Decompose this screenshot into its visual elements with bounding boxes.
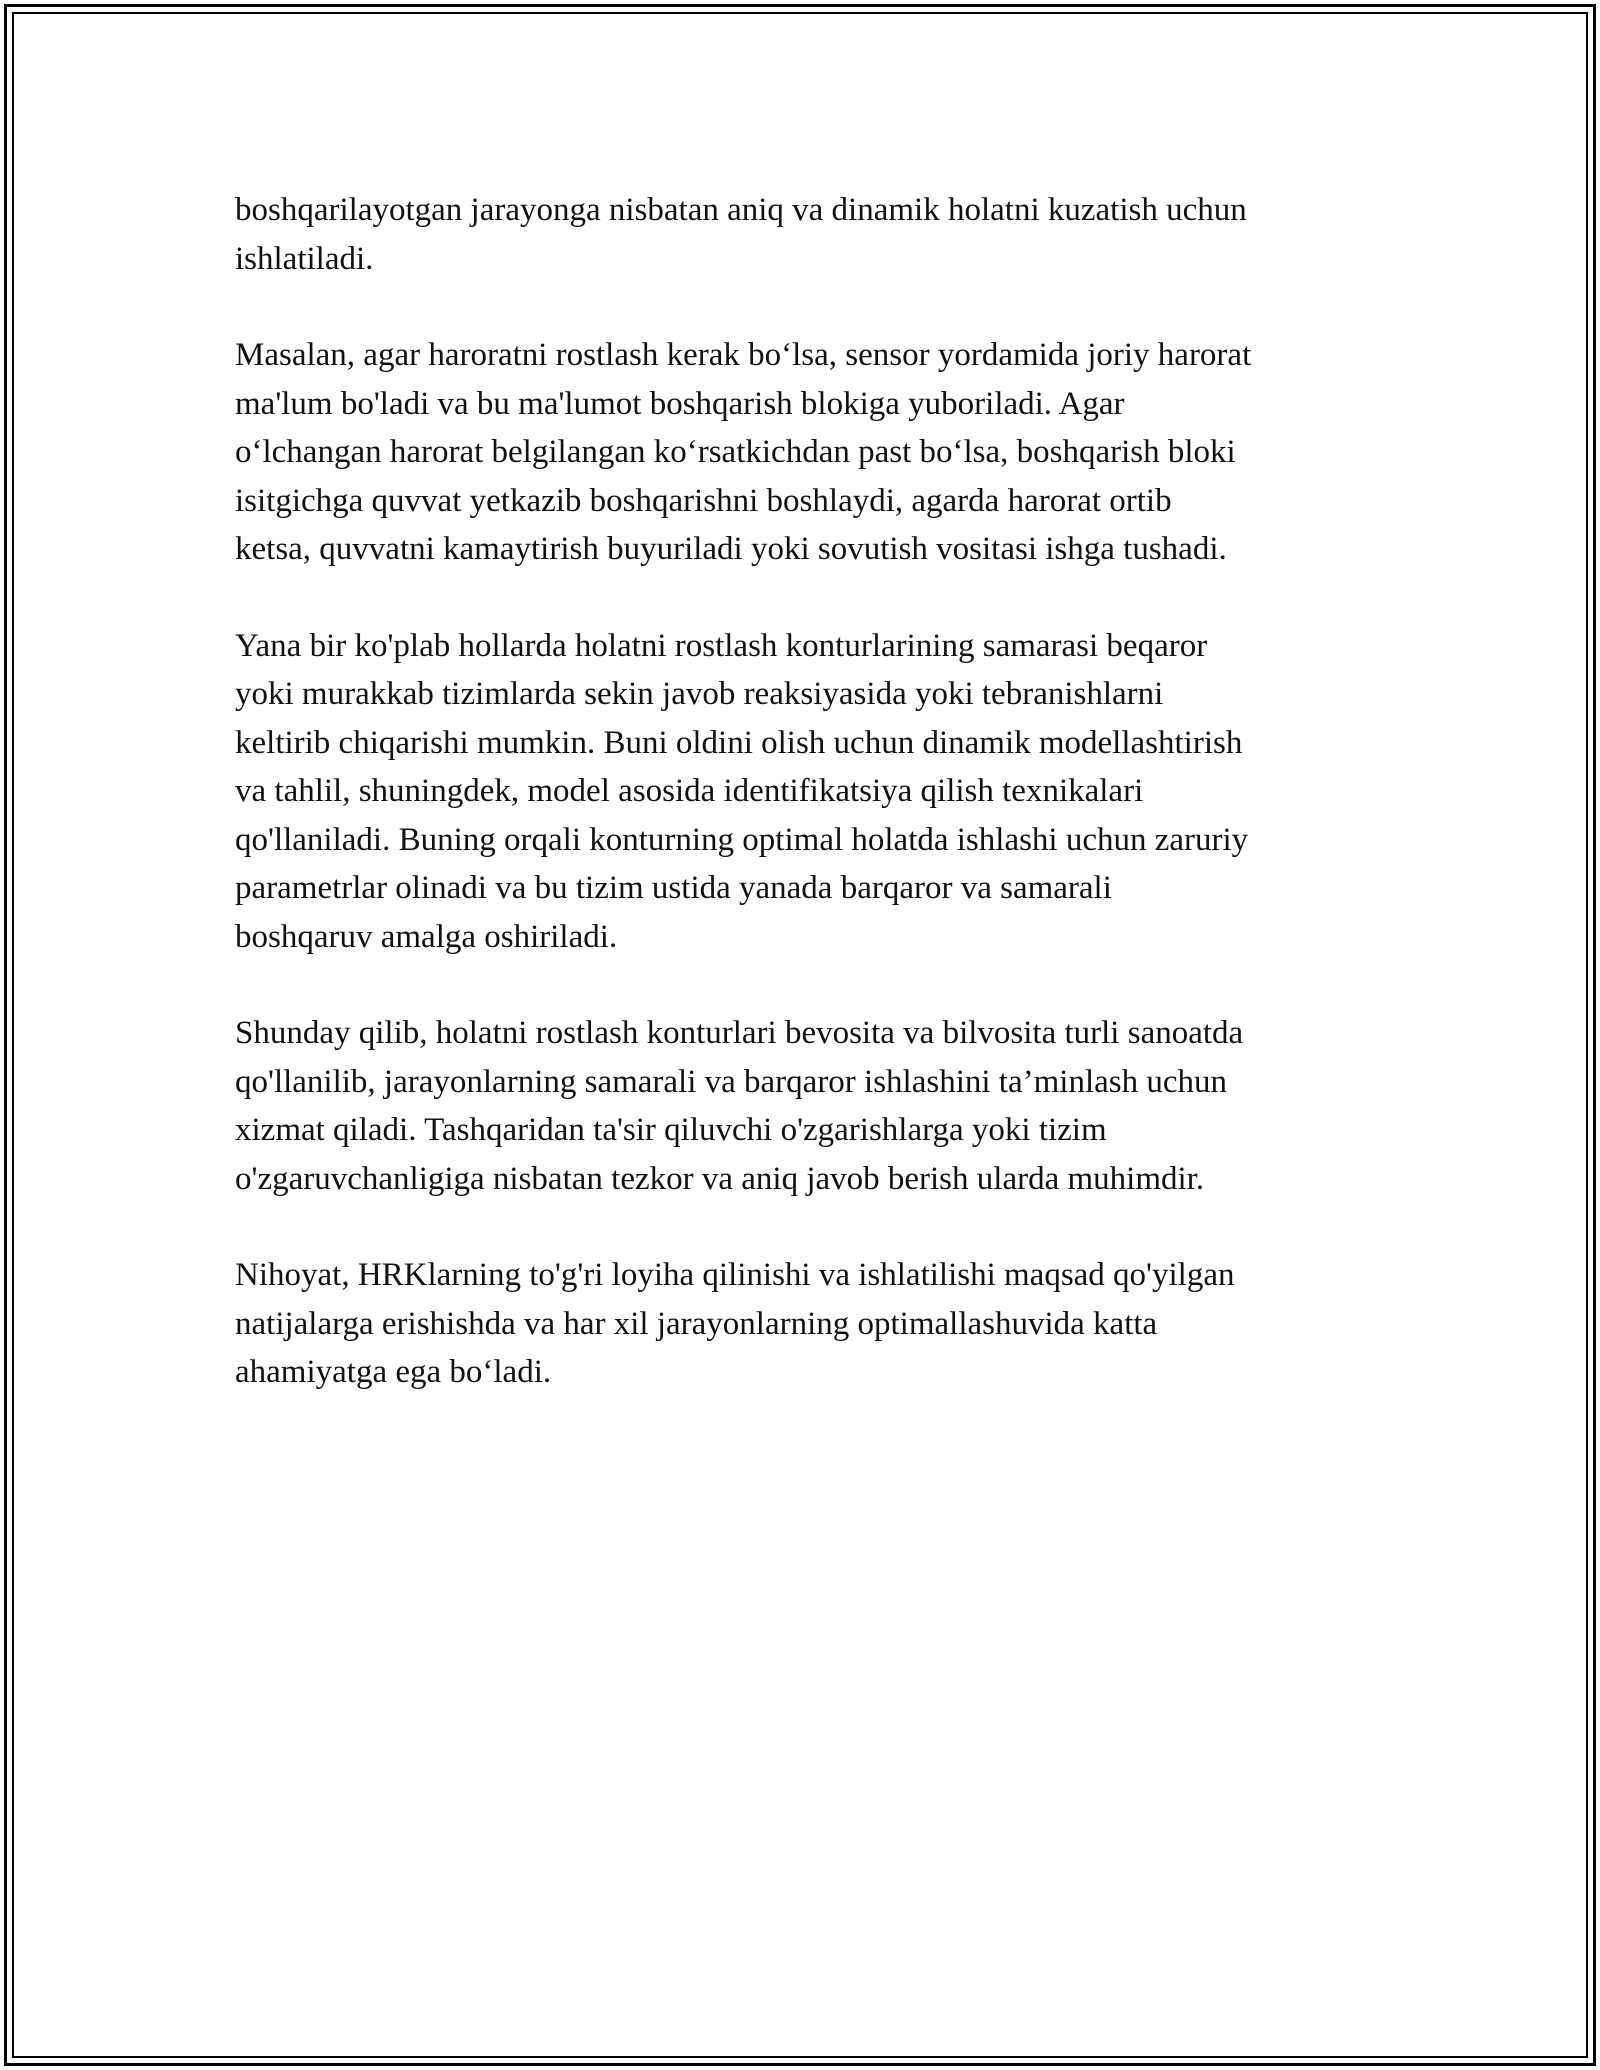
text-line: boshqarilayotgan jarayonga nisbatan aniq va dinamik holatni kuzatish uchun bbox=[235, 192, 1247, 228]
text-line: natijalarga erishishda va har xil jarayonlarning optimallashuvida katta bbox=[235, 1305, 1158, 1342]
text-line: Shunday qilib, holatni rostlash konturlari bevosita va bilvosita turli sanoatda bbox=[235, 1015, 1244, 1051]
text-line: o'zgaruvchanligiga nisbatan tezkor va aniq javob berish ularda muhimdir. bbox=[235, 1160, 1205, 1197]
text-line: ahamiyatga ega bo‘ladi. bbox=[235, 1354, 552, 1390]
text-line: Yana bir ko'plab hollarda holatni rostlash konturlarining samarasi beqaror bbox=[235, 627, 1208, 664]
text-line: ketsa, quvvatni kamaytirish buyuriladi yoki sovutish vositasi ishga tushadi. bbox=[235, 531, 1227, 567]
paragraph-2 bbox=[235, 331, 1370, 574]
paragraph-1 bbox=[235, 186, 1370, 283]
text-line: ma'lum bo'ladi va bu ma'lumot boshqarish blokiga yuboriladi. Agar bbox=[235, 385, 1125, 422]
text-line: o‘lchangan harorat belgilangan ko‘rsatkichdan past bo‘lsa, boshqarish bloki bbox=[235, 434, 1236, 470]
text-line: xizmat qiladi. Tashqaridan ta'sir qiluvchi o'zgarishlarga yoki tizim bbox=[235, 1112, 1107, 1148]
text-line: va tahlil, shuningdek, model asosida identifikatsiya qilish texnikalari bbox=[235, 773, 1144, 809]
paragraph-3 bbox=[235, 622, 1370, 962]
paragraph-5 bbox=[235, 1251, 1370, 1397]
text-line: isitgichga quvvat yetkazib boshqarishni boshlaydi, agarda harorat ortib bbox=[235, 482, 1172, 519]
text-line: ishlatiladi. bbox=[235, 240, 374, 277]
text-line: Masalan, agar haroratni rostlash kerak bo‘lsa, sensor yordamida joriy harorat bbox=[235, 337, 1252, 373]
paragraph-4 bbox=[235, 1009, 1370, 1203]
text-line: parametrlar olinadi va bu tizim ustida yanada barqaror va samarali bbox=[235, 870, 1112, 906]
text-line: yoki murakkab tizimlarda sekin javob reaksiyasida yoki tebranishlarni bbox=[235, 676, 1164, 712]
text-line: boshqaruv amalga oshiriladi. bbox=[235, 918, 618, 955]
document-body bbox=[235, 186, 1370, 1445]
text-line: qo'llaniladi. Buning orqali konturning optimal holatda ishlashi uchun zaruriy bbox=[235, 821, 1249, 858]
text-line: keltirib chiqarishi mumkin. Buni oldini olish uchun dinamik modellashtirish bbox=[235, 724, 1243, 761]
text-line: Nihoyat, HRKlarning to'g'ri loyiha qilinishi va ishlatilishi maqsad qo'yilgan bbox=[235, 1257, 1235, 1293]
text-line: qo'llanilib, jarayonlarning samarali va barqaror ishlashini ta’minlash uchun bbox=[235, 1063, 1227, 1100]
